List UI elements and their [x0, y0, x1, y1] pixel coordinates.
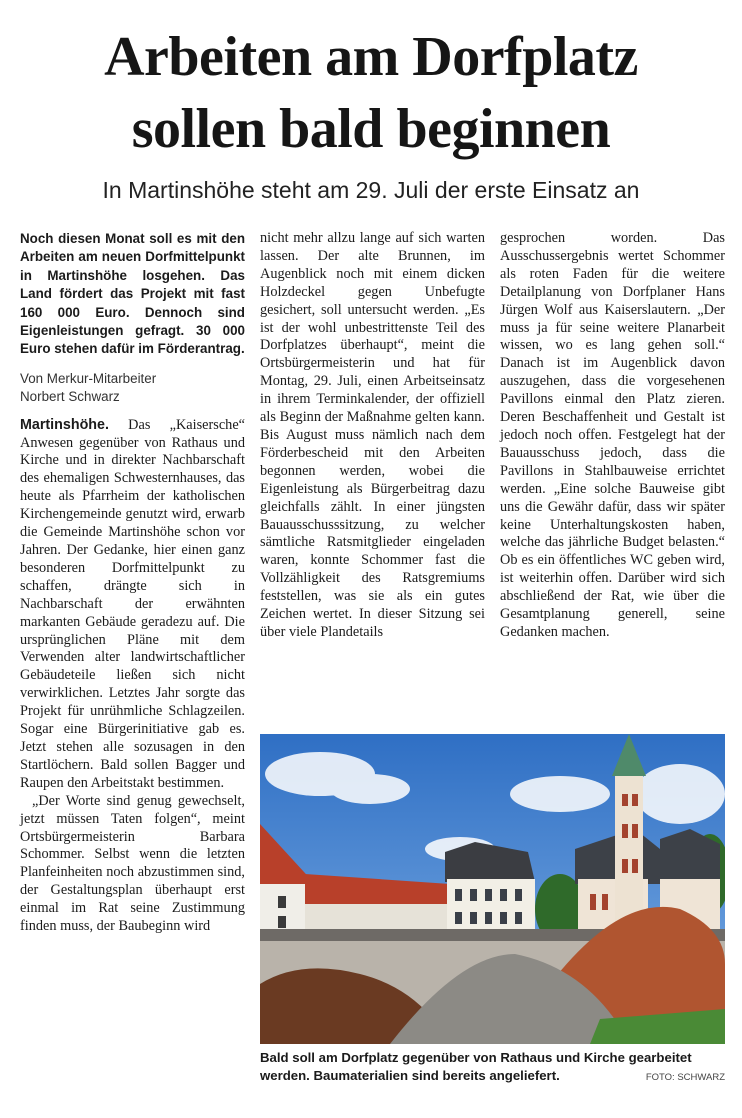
subheadline: In Martinshöhe steht am 29. Juli der erste Einsatz an: [102, 177, 640, 203]
author-byline: [20, 370, 245, 407]
headline-line-1: Arbeiten am Dorfplatz: [104, 26, 638, 88]
body-paragraph-3: nicht mehr allzu lange auf sich warten lassen. Der alte Brunnen, im Augenblick noch mit einem dicken Holzdeckel gegen Unbefugte gesichert, soll untersucht werden. „Es ist der wohl unbestrittenste Teil des Dorfplatzes überhaupt“, meint die Ortsbürgermeisterin und hat für Montag, 29. Juli, einen Arbeitseinsatz in ihrem Terminkalender, der offiziell als Beginn der Maßnahme gelten kann. Bis August muss nämlich nach dem Förderbescheid mit den Arbeiten begonnen werden, wobei die Eigenleistung als Bürgerbeitrag dazu gleichfalls zählt. In einer jüngsten Bauausschusssitzung, zu welcher sämtliche Ratsmitglieder eingeladen waren, konnte Schommer fast die Vollzähligkeit des Ratsgremiums feststellen, was sie als ein gutes Zeichen wertet. In dieser Sitzung sei über viele Plandetails: [260, 230, 485, 640]
caption-text: Bald soll am Dorfplatz gegenüber von Rathaus und Kirche gearbeitet werden. Baumaterialien sind bereits angeliefert.: [260, 1050, 692, 1083]
church-tower: [615, 774, 643, 934]
photo-credit: FOTO: SCHWARZ: [645, 1071, 725, 1083]
author-line-1: Von Merkur-Mitarbeiter: [20, 370, 157, 386]
body-paragraph-2: „Der Worte sind genug gewechselt, jetzt müssen Taten folgen“, meint Ortsbürgermeisterin Barbara Schommer. Selbst wenn die letzten Planfeinheiten noch abzustimmen sind, der Gestaltungsplan überhaupt erst einmal im Rat seine Zustimmung finden muss, der Baubeginn wird: [20, 792, 245, 935]
headline-line-2: sollen bald beginnen: [131, 98, 611, 160]
dateline: Martinshöhe.: [20, 416, 109, 433]
author-line-2: Norbert Schwarz: [20, 389, 120, 405]
photo-caption: [260, 1049, 725, 1086]
article-photo: [260, 734, 725, 1044]
body-paragraph-1: [20, 417, 245, 793]
village-square-photo: [260, 734, 725, 1044]
column-1: [20, 230, 245, 936]
column-2: [260, 230, 485, 642]
body-paragraph-1-text: Das „Kaisersche“ Anwesen gegenüber von Rathaus und Kirche und in direkter Nachbarschaft des ehemaligen Schwesternhauses, das heute als Pfarrheim der katholischen Kirchengemeinde genutzt wird, erwarb die Gemeinde Martinshöhe schon vor Jahren. Der Gedanke, hier einen ganz besonderen Dorfmittelpunkt zu schaffen, drängte sich in Nachbarschaft der erwähnten markanten Gebäude geradezu auf. Die ursprünglichen Pläne mit dem Verwenden alter landwirtschaftlicher Gebäudeteile ließen sich nicht verwirklichen. Letztes Jahr sorgte das Projekt für unrühmliche Schlagzeilen. Sogar eine Bürgerinitiative gab es. Jetzt stehen alle sozusagen in den Startlöchern. Bald sollen Bagger und Raupen den Arbeitstakt bestimmen.: [20, 416, 246, 791]
teaser-text: Noch diesen Monat soll es mit den Arbeiten am neuen Dorfmittelpunkt in Martinshöhe losgehen. Das Land fördert das Projekt mit fast 160 000 Euro. Dennoch sind Eigenleistungen gefragt. 30 000 Euro stehen dafür im Förderantrag.: [20, 231, 245, 357]
body-paragraph-4: gesprochen worden. Das Ausschussergebnis wertet Schommer als roten Faden für die weitere Detailplanung von Dorfplaner Hans Jürgen Wolf aus Kaiserslautern. „Der muss ja für seine weitere Planarbeit wissen, wo es lang gehen soll.“ Danach ist im Augenblick davon auszugehen, dass die vorgesehenen Pavillons einmal den Platz zieren. Deren Beschaffenheit und Gestalt ist jedoch noch offen. Festgelegt hat der Bauausschuss jedoch, dass die Pavillons in Stahlbauweise errichtet werden. „Eine solche Bauweise gibt uns die Gewähr dafür, dass wir später keine Unterhaltungskosten haben, welche das jährliche Budget belasten.“ Ob es ein öffentliches WC geben wird, ist weiterhin offen. Darüber wird sich abschließend der Rat, wie über die Gesamtplanung generell, seine Gedanken machen.: [500, 230, 725, 640]
column-3: [500, 230, 725, 642]
